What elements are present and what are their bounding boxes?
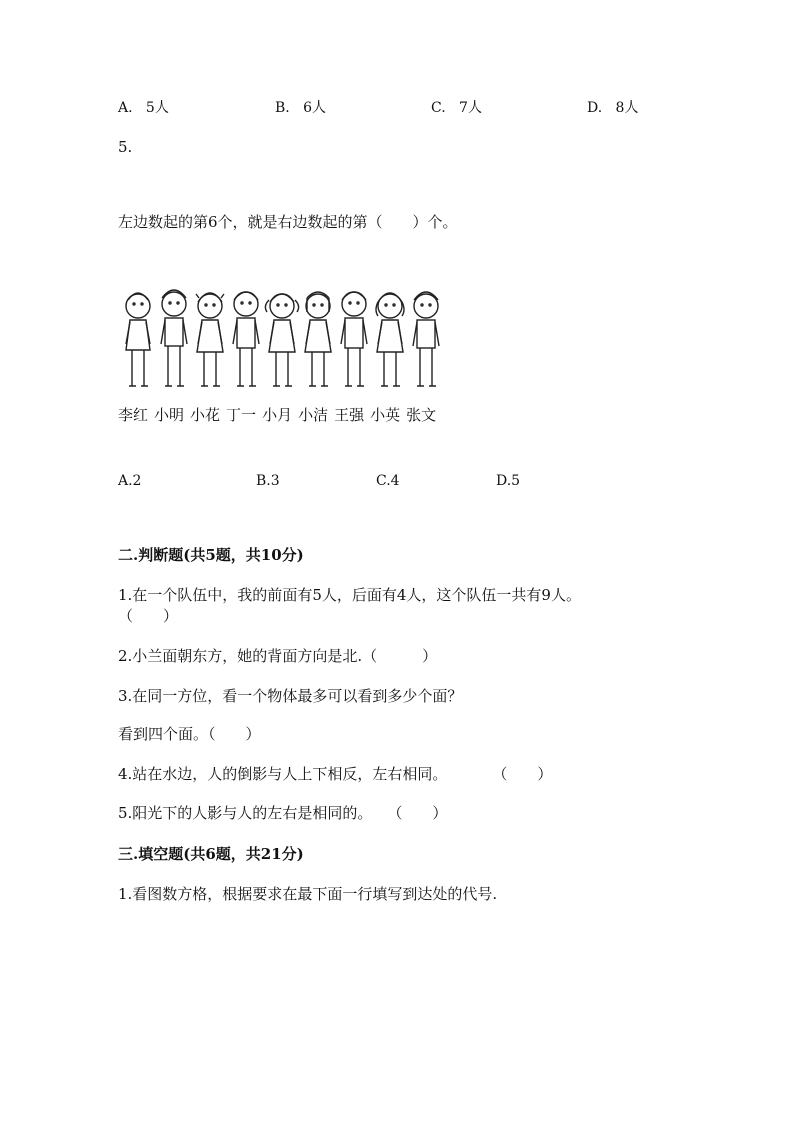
child-name: 小明	[154, 406, 185, 424]
q5-option-c[interactable]: C.4	[376, 473, 400, 489]
child-name: 丁一	[226, 406, 257, 424]
child-figure	[161, 290, 187, 386]
option-letter: A.	[118, 100, 133, 116]
judge-item: 2.小兰面朝东方，她的背面方向是北.（ ）	[118, 647, 438, 665]
section-title: 二.判断题(共5题，共10分)	[118, 546, 304, 564]
option-text: 6人	[303, 100, 327, 116]
judge-item: 看到四个面。（ ）	[118, 725, 261, 743]
child-name: 小花	[190, 406, 221, 424]
q5-option-a[interactable]: A.2	[118, 473, 142, 489]
option-text: 8人	[615, 100, 639, 116]
option-d[interactable]	[587, 98, 638, 118]
judge-item: 3.在同一方位，看一个物体最多可以看到多少个面？	[118, 687, 463, 705]
child-name: 小洁	[298, 406, 329, 424]
child-name: 小月	[262, 406, 293, 424]
judge-item: 4.站在水边，人的倒影与人上下相反，左右相同。 （ ）	[118, 765, 553, 783]
answer-blank[interactable]: （ ）	[118, 607, 179, 625]
child-figure	[233, 292, 259, 386]
child-figure	[196, 293, 224, 386]
child-figure	[341, 292, 367, 386]
option-text: 7人	[459, 100, 482, 116]
question-number: 5.	[118, 138, 133, 156]
child-name: 王强	[334, 406, 365, 424]
child-name: 小英	[370, 406, 401, 424]
option-text: 5人	[145, 100, 169, 116]
child-figure	[376, 293, 404, 386]
child-name: 张文	[406, 406, 437, 424]
child-figure	[305, 292, 331, 386]
judge-item: 5.阳光下的人影与人的左右是相同的。 （ ）	[118, 804, 448, 822]
q5-option-d[interactable]: D.5	[496, 473, 521, 489]
fill-item: 1.看图数方格，根据要求在最下面一行填写到达处的代号.	[118, 885, 498, 903]
option-letter: C.	[431, 100, 446, 116]
option-letter: B.	[275, 100, 290, 116]
child-figure	[265, 294, 298, 386]
section-title: 三.填空题(共6题，共21分)	[118, 845, 304, 863]
child-figure	[413, 292, 439, 386]
child-name: 李红	[118, 406, 149, 424]
q5-option-b[interactable]: B.3	[256, 473, 280, 489]
judge-item: 1.在一个队伍中，我的前面有5人，后面有4人，这个队伍一共有9人。	[118, 586, 581, 604]
option-letter: D.	[587, 100, 603, 116]
question-text: 左边数起的第6个，就是右边数起的第（ ）个。	[118, 213, 458, 231]
child-figure	[126, 293, 150, 386]
option-c[interactable]	[431, 98, 482, 118]
children-names	[118, 405, 442, 425]
option-b[interactable]	[275, 98, 326, 118]
option-a[interactable]	[118, 98, 169, 118]
